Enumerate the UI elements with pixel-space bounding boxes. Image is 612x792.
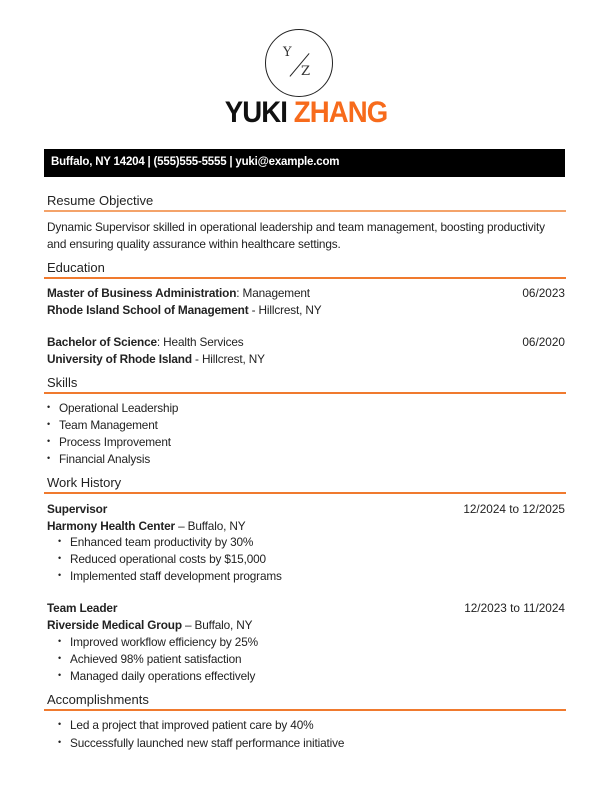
job-dates: 12/2024 to 12/2025 [463,502,565,516]
objective-line-1: Dynamic Supervisor skilled in operational leadership and team management, boosting productivity [47,220,545,234]
skill-item: • Process Improvement [59,435,171,449]
job-bullet: • Achieved 98% patient satisfaction [70,652,241,666]
job-bullet: • Implemented staff development programs [70,569,282,583]
section-title-skills: Skills [47,375,78,390]
education-degree [47,335,244,349]
section-title-work: Work History [47,475,122,490]
contact-bar: Buffalo, NY 14204 | (555)555-5555 | yuki@example.com [44,149,565,177]
section-divider [44,210,566,212]
degree-name: Master of Business Administration [47,286,237,300]
school-name: Rhode Island School of Management [47,303,249,317]
job-bullet: • Enhanced team productivity by 30% [70,535,253,549]
job-company [47,618,252,632]
company-name: Harmony Health Center [47,519,175,533]
education-school [47,303,322,317]
degree-field: : Health Services [156,335,244,349]
accomplishment-item: • Led a project that improved patient care by 40% [70,718,313,732]
skill-item: • Operational Leadership [59,401,178,415]
section-divider [44,709,566,711]
education-date: 06/2020 [522,335,565,349]
last-name: ZHANG [293,96,388,129]
job-dates: 12/2023 to 11/2024 [464,601,565,615]
candidate-name [24,96,587,130]
job-role: Team Leader [47,601,118,615]
job-role: Supervisor [47,502,108,516]
section-divider [44,492,566,494]
monogram-logo [265,29,333,97]
company-location: – Buffalo, NY [174,519,246,533]
job-bullet: • Improved workflow efficiency by 25% [70,635,258,649]
school-location: - Hillcrest, NY [248,303,322,317]
education-school [47,352,265,366]
section-title-objective: Resume Objective [47,193,154,208]
degree-name: Bachelor of Science [47,335,157,349]
accomplishment-item: • Successfully launched new staff performance initiative [70,736,344,750]
first-name: YUKI [224,96,287,129]
company-location: – Buffalo, NY [181,618,253,632]
job-bullet: • Reduced operational costs by $15,000 [70,552,266,566]
section-title-education: Education [47,260,105,275]
school-location: - Hillcrest, NY [191,352,265,366]
job-bullet: • Managed daily operations effectively [70,669,255,683]
education-date: 06/2023 [522,286,565,300]
job-company [47,519,245,533]
objective-line-2: and ensuring quality assurance within healthcare settings. [47,237,341,251]
skill-item: • Team Management [59,418,158,432]
skill-item: • Financial Analysis [59,452,150,466]
section-divider [44,277,566,279]
degree-field: : Management [236,286,310,300]
section-title-accomplishments: Accomplishments [47,692,149,707]
monogram-initial-bottom: Z [301,64,311,79]
education-degree [47,286,310,300]
section-divider [44,392,566,394]
monogram-initial-top: Y [283,45,292,60]
company-name: Riverside Medical Group [47,618,182,632]
school-name: University of Rhode Island [47,352,192,366]
